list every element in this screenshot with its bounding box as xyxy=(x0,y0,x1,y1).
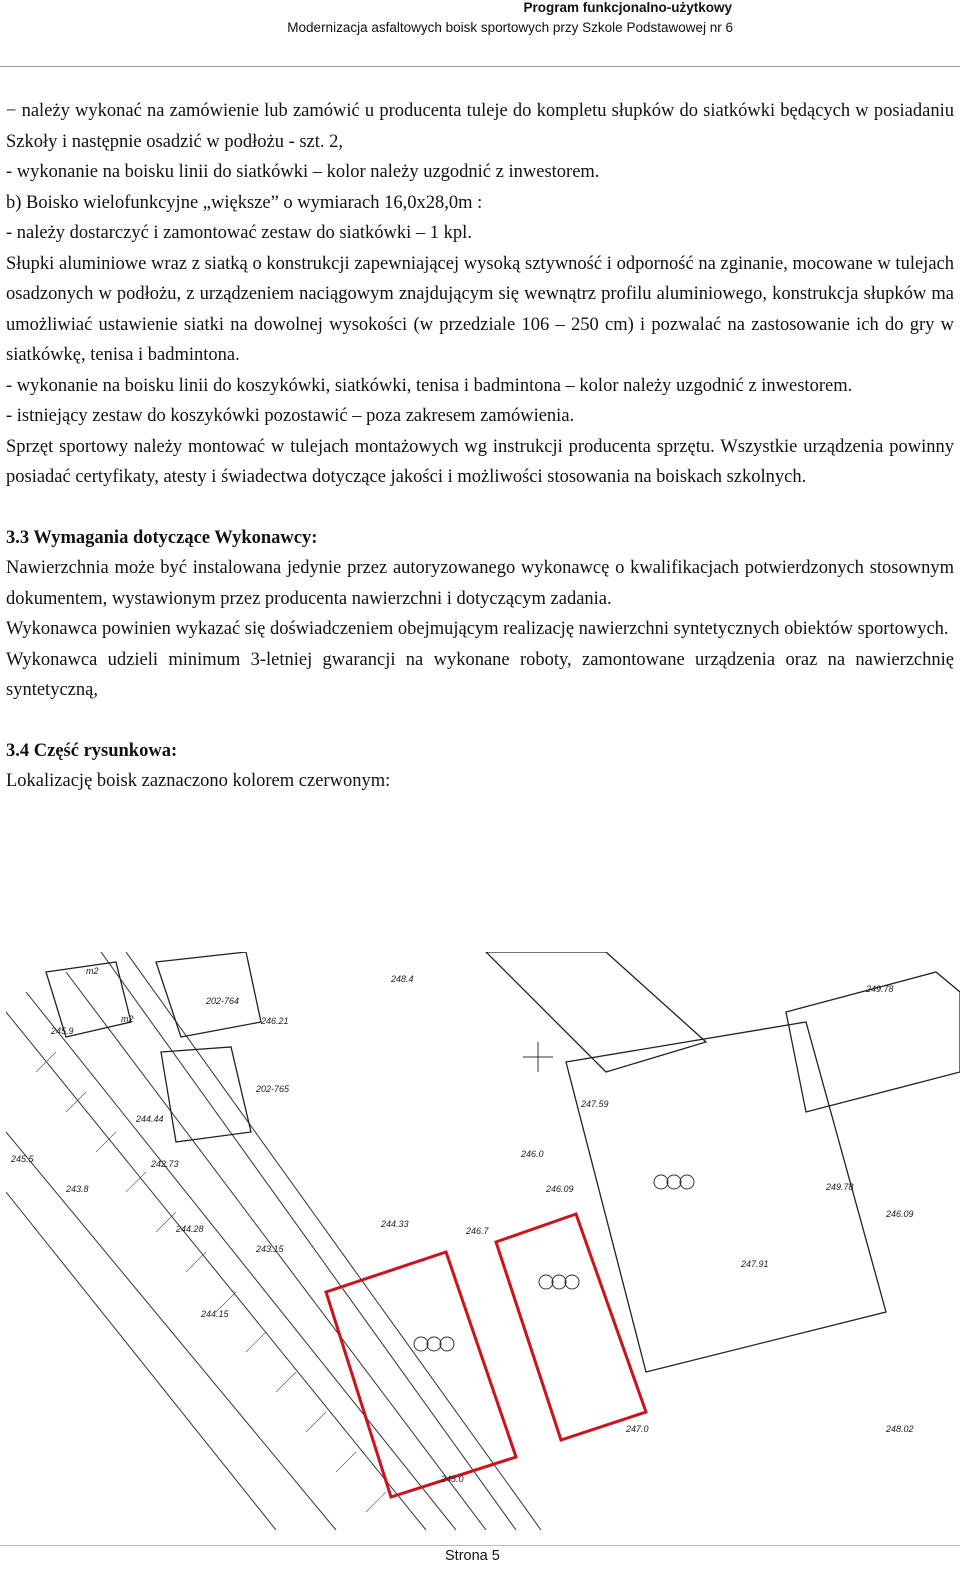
court-small-outline xyxy=(496,1214,646,1440)
page-header xyxy=(0,0,960,64)
paragraph-court-b: b) Boisko wielofunkcyjne „większe” o wymiarach 16,0x28,0m : xyxy=(6,192,483,213)
map-label: 246.7 xyxy=(466,1226,489,1236)
paragraph-contractor-1: Nawierzchnia może być instalowana jedynie przez autoryzowanego wykonawcę o kwalifikacjach potwierdzonych stosownym dokumentem, wystawionym przez producenta nawierzchni i dotyczącym zadania. xyxy=(6,558,954,609)
paragraph-contractor-2: Wykonawca powinien wykazać się doświadczeniem obejmującym realizację nawierzchni syntetycznych obiektów sportowych. xyxy=(6,619,949,639)
paragraph-drawing: Lokalizację boisk zaznaczono kolorem czerwonym: xyxy=(6,771,391,791)
map-label: 245.0 xyxy=(441,1474,464,1484)
header-title: Program funkcjonalno-użytkowy xyxy=(523,0,732,15)
map-label: 243.15 xyxy=(256,1244,284,1254)
section-heading-3-4: 3.4 Część rysunkowa: xyxy=(6,740,178,761)
road-hatching xyxy=(36,1052,386,1512)
paragraph-equipment: Sprzęt sportowy należy montować w tulejach montażowych wg instrukcji producenta sprzętu. Wszystkie urządzenia powinny posiadać certyfikaty, atesty i świadectwa dotyczące jakości i możliwości stosowania na boiskach szkolnych. xyxy=(6,436,954,487)
paragraph-basketball-set: - istniejący zestaw do koszykówki pozostawić – poza zakresem zamówienia. xyxy=(6,406,575,426)
court-large-outline xyxy=(326,1252,516,1497)
header-divider xyxy=(0,66,960,67)
map-label: m2 xyxy=(121,1014,134,1024)
map-label: 244.44 xyxy=(136,1114,164,1124)
map-label: 249.78 xyxy=(866,984,894,994)
survey-crosshair xyxy=(523,1042,553,1072)
map-label: 246.09 xyxy=(546,1184,574,1194)
site-plan-map xyxy=(6,952,960,1530)
map-label: 248.02 xyxy=(886,1424,914,1434)
highlighted-courts xyxy=(326,1214,646,1497)
header-subtitle: Modernizacja asfaltowych boisk sportowych przy Szkole Podstawowej nr 6 xyxy=(287,20,733,35)
map-label: 246.0 xyxy=(521,1149,544,1159)
map-label: 247.91 xyxy=(741,1259,769,1269)
paragraph-sleeves: − należy wykonać na zamówienie lub zamówić u producenta tuleje do kompletu słupków do siatkówki będących w posiadaniu Szkoły i następnie osadzić w podłożu - szt. 2, xyxy=(6,101,954,152)
map-label: 248.4 xyxy=(391,974,414,984)
map-label: 246.09 xyxy=(886,1209,914,1219)
page-number: Strona 5 xyxy=(445,1548,500,1564)
parcel-label: 202-764 xyxy=(206,996,240,1006)
map-label: 245.9 xyxy=(51,1026,74,1036)
map-label: 245.5 xyxy=(11,1154,34,1164)
paragraph-volleyball-set: - należy dostarczyć i zamontować zestaw do siatkówki – 1 kpl. xyxy=(6,223,472,243)
parcel-label: 202-765 xyxy=(256,1084,290,1094)
paragraph-volleyball-lines: - wykonanie na boisku linii do siatkówki – kolor należy uzgodnić z inwestorem. xyxy=(6,162,600,182)
map-label: 244.33 xyxy=(381,1219,409,1229)
map-label: m2 xyxy=(86,966,99,976)
page-footer xyxy=(0,1545,960,1569)
map-label: 247.0 xyxy=(626,1424,649,1434)
section-heading-3-3: 3.3 Wymagania dotyczące Wykonawcy: xyxy=(6,527,318,548)
map-label: 244.15 xyxy=(201,1309,229,1319)
map-label: 246.21 xyxy=(261,1016,289,1026)
map-label: 244.28 xyxy=(176,1224,204,1234)
rings-symbols xyxy=(414,1175,694,1351)
footer-divider xyxy=(0,1545,960,1546)
road-lines xyxy=(6,952,541,1530)
map-label: 243.8 xyxy=(66,1184,89,1194)
map-label: 249.78 xyxy=(826,1182,854,1192)
paragraph-aluminium-posts: Słupki aluminiowe wraz z siatką o konstrukcji zapewniającej wysoką sztywność i odporność na zginanie, mocowane w tulejach osadzonych w podłożu, z urządzeniem naciągowym znajdującym się wewnątrz profilu aluminiowego, konstrukcja słupków ma umożliwiać ustawienie siatki na dowolnej wysokości (w przedziale 106 – 250 cm) i pozwalać na zastosowanie ich do gry w siatkówkę, tenisa i badmintona. xyxy=(6,253,954,365)
map-label: 247.59 xyxy=(581,1099,609,1109)
paragraph-contractor-3: Wykonawca udzieli minimum 3-letniej gwarancji na wykonane roboty, zamontowane urządzenia oraz na nawierzchnię syntetyczną, xyxy=(6,649,954,700)
map-labels xyxy=(10,966,914,1484)
site-plan-drawing xyxy=(6,952,960,1530)
document-body xyxy=(6,96,954,797)
building-outlines xyxy=(46,952,960,1372)
map-label: 242.73 xyxy=(151,1159,179,1169)
paragraph-court-lines: - wykonanie na boisku linii do koszykówki, siatkówki, tenisa i badmintona – kolor należy uzgodnić z inwestorem. xyxy=(6,375,853,396)
